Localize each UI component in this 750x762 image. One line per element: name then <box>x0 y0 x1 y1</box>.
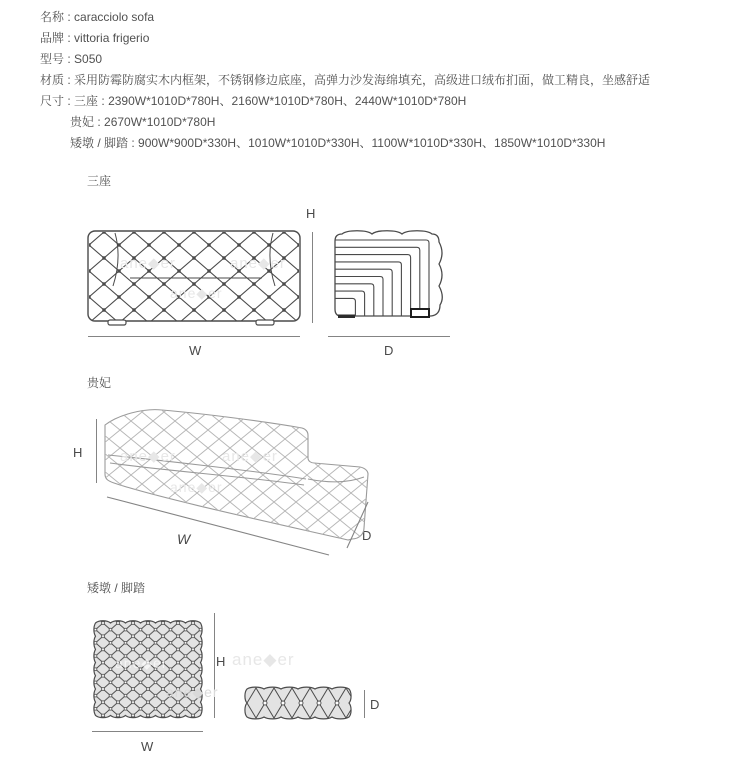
size-label: 矮墩 / 脚踏 <box>70 136 129 150</box>
spec-label: 品牌 <box>40 31 65 45</box>
ottoman-side-drawing <box>243 684 357 724</box>
chaise-h-line <box>96 419 97 483</box>
watermark: ane◆er <box>120 448 176 465</box>
three-seat-side-drawing <box>327 229 449 329</box>
size-label: 贵妃 <box>70 115 95 129</box>
spec-size-line-3 <box>70 133 720 154</box>
three-seat-h-label: H <box>306 206 316 221</box>
size-label: 三座 <box>74 94 99 108</box>
watermark: ane◆er <box>166 684 219 700</box>
three-seat-d-label: D <box>384 343 394 358</box>
spec-separator: : <box>64 10 75 24</box>
watermark: ane◆er <box>222 448 278 465</box>
watermark: ane◆er <box>170 285 223 301</box>
spec-block <box>40 7 720 154</box>
spec-value: S050 <box>74 52 103 66</box>
spec-separator: : <box>128 136 139 150</box>
ottoman-w-line <box>92 731 203 732</box>
spec-size-line-2 <box>70 112 720 133</box>
ottoman-top-drawing <box>92 613 204 719</box>
size-value: 2670W*1010D*780H <box>104 115 216 129</box>
spec-separator: : <box>64 31 75 45</box>
three-seat-h-line <box>312 232 313 323</box>
spec-label: 材质 <box>40 73 65 87</box>
three-seat-front-drawing <box>87 230 301 334</box>
spec-label: 尺寸 <box>40 94 65 108</box>
spec-brand-line <box>40 28 720 49</box>
chaise-h-label: H <box>73 445 83 460</box>
watermark: ane◆er <box>120 255 176 272</box>
chaise-drawing <box>98 403 378 558</box>
ottoman-d-line <box>364 690 365 718</box>
ottoman-d-label: D <box>370 697 380 712</box>
spec-separator: : <box>64 52 75 66</box>
section-title-three-seat: 三座 <box>87 174 112 188</box>
three-seat-d-line <box>328 336 450 337</box>
spec-material-line <box>40 70 720 91</box>
spec-model-line <box>40 49 720 70</box>
three-seat-w-line <box>88 336 300 337</box>
section-title-ottoman: 矮墩 / 脚踏 <box>87 581 146 595</box>
spec-value: caracciolo sofa <box>74 10 155 24</box>
spec-name-line <box>40 7 720 28</box>
chaise-w-label: W <box>177 531 191 547</box>
spec-separator: : <box>94 115 105 129</box>
spec-label: 名称 <box>40 10 65 24</box>
ottoman-h-line <box>214 613 215 718</box>
ottoman-h-label: H <box>216 654 226 669</box>
chaise-d-label: D <box>362 528 372 543</box>
spec-value: 采用防霉防腐实木内框架，不锈钢修边底座，高弹力沙发海绵填充，高级进口绒布扪面，做工精良，坐感舒适 <box>74 73 651 87</box>
spec-separator: : <box>64 73 75 87</box>
spec-separator: : <box>98 94 109 108</box>
spec-separator: : <box>64 94 75 108</box>
size-value: 900W*900D*330H、1010W*1010D*330H、1100W*1010D*330H、1850W*1010D*330H <box>138 136 606 150</box>
spec-size-line-1 <box>40 91 720 112</box>
watermark: ane◆er <box>230 255 286 272</box>
three-seat-w-label: W <box>189 343 202 358</box>
watermark: ane◆er <box>115 655 168 671</box>
spec-value: vittoria frigerio <box>74 31 150 45</box>
size-value: 2390W*1010D*780H、2160W*1010D*780H、2440W*1010D*780H <box>108 94 467 108</box>
section-title-chaise: 贵妃 <box>87 376 112 390</box>
watermark: ane◆er <box>232 650 295 669</box>
ottoman-w-label: W <box>141 739 154 754</box>
watermark: ane◆er <box>170 479 223 495</box>
spec-label: 型号 <box>40 52 65 66</box>
